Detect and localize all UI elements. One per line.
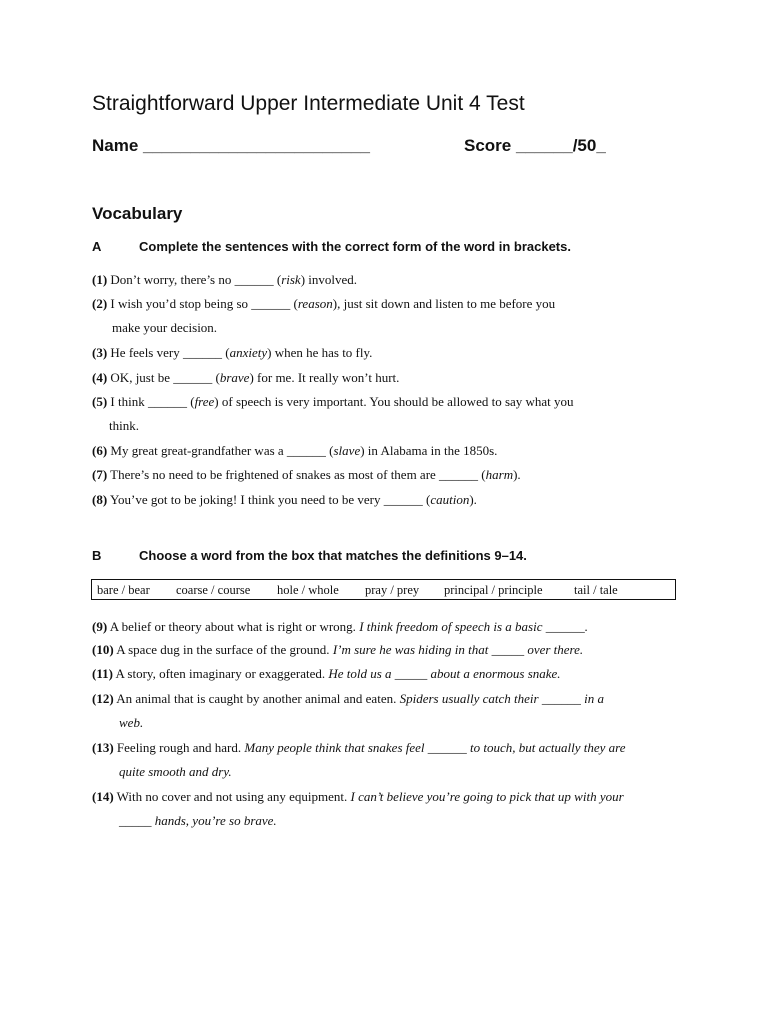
section-a-letter: A [92, 239, 102, 254]
question-6: (6) My great great-grandfather was a ______ (slave) in Alabama in the 1850s. [92, 443, 498, 458]
question-11: (11) A story, often imaginary or exaggerated. He told us a _____ about a enormous snake. [92, 666, 561, 681]
question-10: (10) A space dug in the surface of the ground. I’m sure he was hiding in that _____ over there. [92, 642, 584, 657]
section-b-letter: B [92, 548, 102, 563]
question-2-continued: make your decision. [112, 320, 218, 335]
word-box-item: principal / principle [444, 583, 543, 597]
word-box-item: tail / tale [574, 583, 618, 597]
question-7: (7) There’s no need to be frightened of snakes as most of them are ______ (harm). [92, 467, 521, 482]
question-8: (8) You’ve got to be joking! I think you need to be very ______ (caution). [92, 492, 477, 507]
section-heading: Vocabulary [92, 204, 183, 223]
question-13-continued: quite smooth and dry. [119, 764, 232, 779]
word-box-item: coarse / course [176, 583, 251, 597]
question-4: (4) OK, just be ______ (brave) for me. It really won’t hurt. [92, 370, 400, 385]
word-box [91, 579, 676, 600]
question-14-continued: _____ hands, you’re so brave. [119, 813, 277, 828]
name-field-label: Name ________________________ [92, 136, 370, 155]
question-3: (3) He feels very ______ (anxiety) when he has to fly. [92, 345, 373, 360]
question-1: (1) Don’t worry, there’s no ______ (risk) involved. [92, 272, 358, 287]
question-9: (9) A belief or theory about what is right or wrong. I think freedom of speech is a basic ______. [92, 619, 588, 634]
page-title: Straightforward Upper Intermediate Unit 4 Test [92, 92, 525, 115]
question-13: (13) Feeling rough and hard. Many people think that snakes feel ______ to touch, but actually they are [92, 740, 626, 755]
section-b-instruction: Choose a word from the box that matches the definitions 9–14. [139, 548, 527, 563]
word-box-item: bare / bear [97, 583, 150, 597]
question-2: (2) I wish you’d stop being so ______ (reason), just sit down and listen to me before you [92, 296, 556, 311]
section-a-instruction: Complete the sentences with the correct form of the word in brackets. [139, 239, 571, 254]
word-box-item: pray / prey [365, 583, 420, 597]
question-5-continued: think. [109, 418, 139, 433]
question-14: (14) With no cover and not using any equipment. I can’t believe you’re going to pick that up with your [92, 789, 624, 804]
question-5: (5) I think ______ (free) of speech is very important. You should be allowed to say what you [92, 394, 574, 409]
question-12-continued: web. [119, 715, 144, 730]
word-box-item: hole / whole [277, 583, 339, 597]
score-field-label: Score ______/50_ [464, 136, 606, 155]
question-12: (12) An animal that is caught by another animal and eaten. Spiders usually catch their ______ in a [92, 691, 604, 706]
